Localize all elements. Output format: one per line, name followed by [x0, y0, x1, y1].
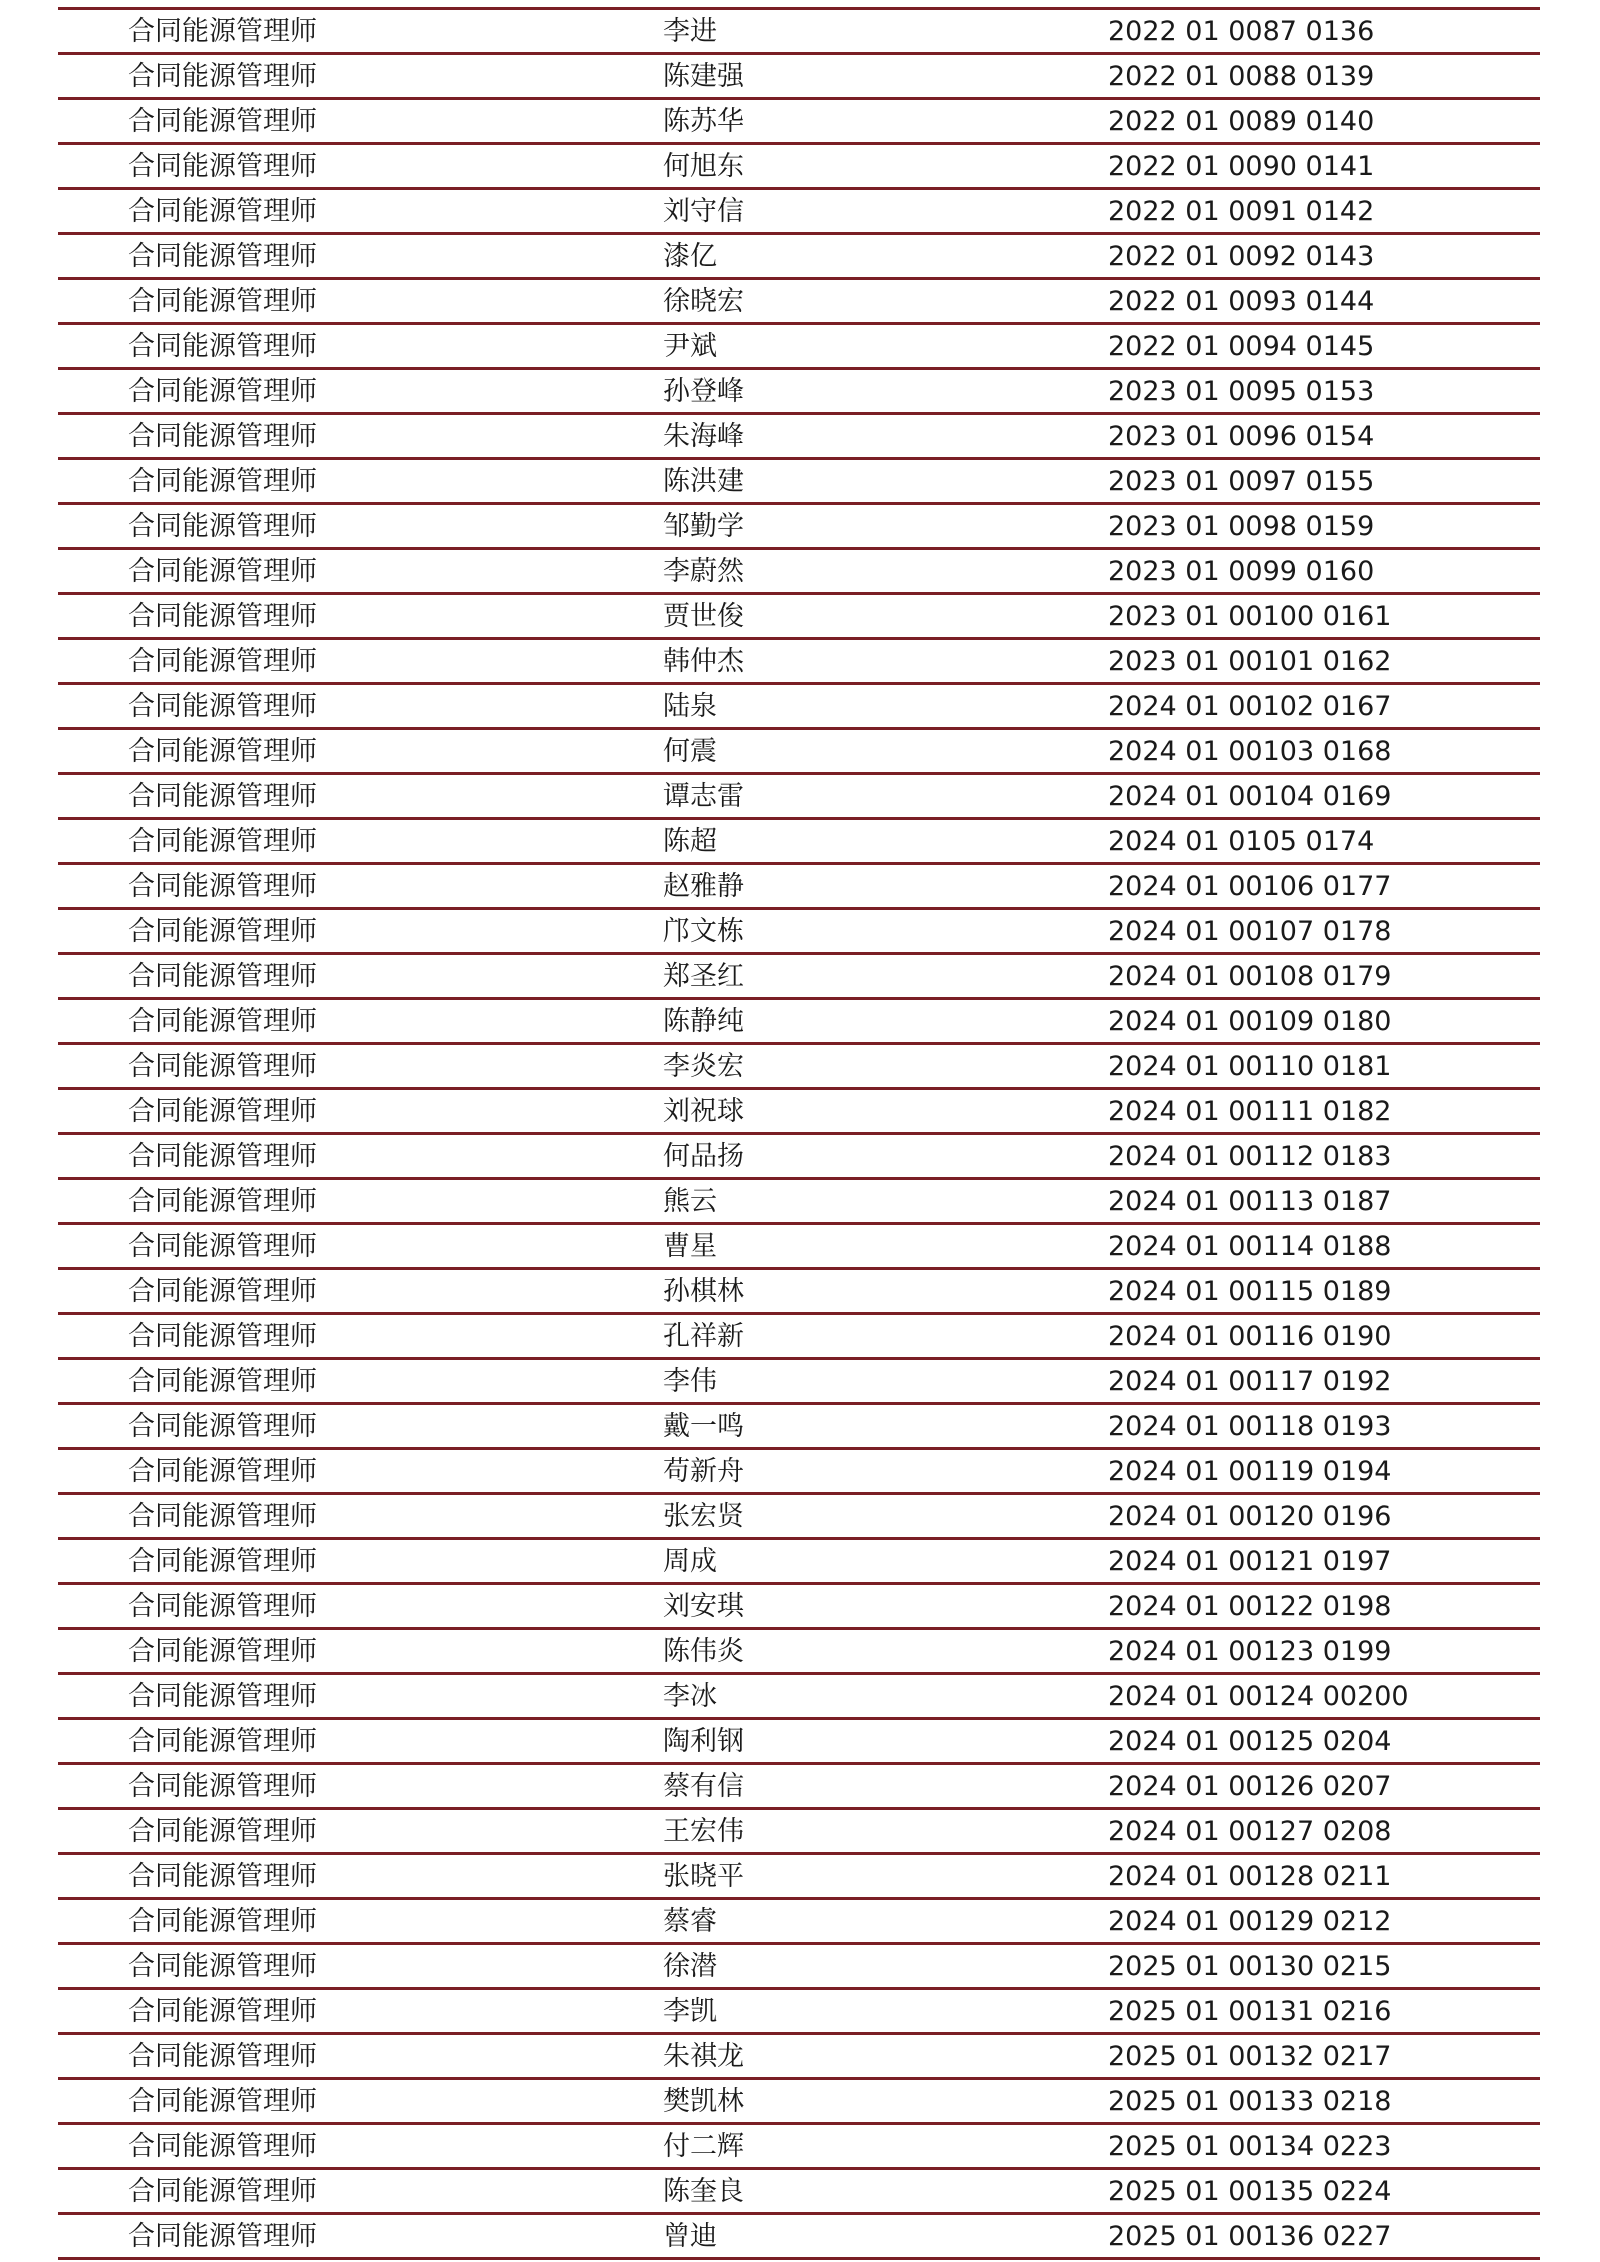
title-cell: 合同能源管理师: [128, 16, 317, 47]
title-cell: 合同能源管理师: [128, 1231, 317, 1262]
name-cell: 何震: [663, 736, 717, 767]
certificate-number-cell: 2024 01 00123 0199: [1108, 1636, 1392, 1667]
table-row: [58, 1900, 1540, 1945]
certificate-number-cell: 2024 01 00125 0204: [1108, 1726, 1392, 1757]
certificate-number-cell: 2022 01 0090 0141: [1108, 151, 1375, 182]
title-cell: 合同能源管理师: [128, 1456, 317, 1487]
table-row: [58, 280, 1540, 325]
table-row: [58, 100, 1540, 145]
table-row: [58, 1990, 1540, 2035]
certificate-number-cell: 2023 01 0099 0160: [1108, 556, 1375, 587]
certificate-number-cell: 2023 01 0096 0154: [1108, 421, 1375, 452]
table-row: [58, 1135, 1540, 1180]
title-cell: 合同能源管理师: [128, 286, 317, 317]
title-cell: 合同能源管理师: [128, 1816, 317, 1847]
name-cell: 李炎宏: [663, 1051, 744, 1082]
title-cell: 合同能源管理师: [128, 1546, 317, 1577]
title-cell: 合同能源管理师: [128, 1276, 317, 1307]
name-cell: 李蔚然: [663, 556, 744, 587]
certificate-number-cell: 2024 01 00104 0169: [1108, 781, 1392, 812]
certificate-number-cell: 2025 01 00133 0218: [1108, 2086, 1392, 2117]
name-cell: 李进: [663, 16, 717, 47]
name-cell: 陶利钢: [663, 1726, 744, 1757]
table-row: [58, 505, 1540, 550]
certificate-number-cell: 2025 01 00134 0223: [1108, 2131, 1392, 2162]
name-cell: 李凯: [663, 1996, 717, 2027]
name-cell: 付二辉: [663, 2131, 744, 2162]
table-row: [58, 640, 1540, 685]
certificate-number-cell: 2023 01 00101 0162: [1108, 646, 1392, 677]
table-row: [58, 1315, 1540, 1360]
certificate-number-cell: 2024 01 00111 0182: [1108, 1096, 1392, 1127]
name-cell: 孔祥新: [663, 1321, 744, 1352]
certificate-number-cell: 2024 01 00113 0187: [1108, 1186, 1392, 1217]
name-cell: 陈奎良: [663, 2176, 744, 2207]
certificate-number-cell: 2024 01 00120 0196: [1108, 1501, 1392, 1532]
name-cell: 王宏伟: [663, 1816, 744, 1847]
title-cell: 合同能源管理师: [128, 2131, 317, 2162]
title-cell: 合同能源管理师: [128, 556, 317, 587]
name-cell: 张晓平: [663, 1861, 744, 1892]
table-row: [58, 2035, 1540, 2080]
name-cell: 戴一鸣: [663, 1411, 744, 1442]
certificate-number-cell: 2024 01 00121 0197: [1108, 1546, 1392, 1577]
table-row: [58, 415, 1540, 460]
name-cell: 曹星: [663, 1231, 717, 1262]
table-row: [58, 2170, 1540, 2215]
name-cell: 陈洪建: [663, 466, 744, 497]
table-row: [58, 1495, 1540, 1540]
certificate-number-cell: 2025 01 00130 0215: [1108, 1951, 1392, 1982]
title-cell: 合同能源管理师: [128, 1636, 317, 1667]
name-cell: 漆亿: [663, 241, 717, 272]
name-cell: 陈静纯: [663, 1006, 744, 1037]
title-cell: 合同能源管理师: [128, 1501, 317, 1532]
title-cell: 合同能源管理师: [128, 331, 317, 362]
table-row: [58, 550, 1540, 595]
name-cell: 蔡睿: [663, 1906, 717, 1937]
certificate-number-cell: 2025 01 00136 0227: [1108, 2221, 1392, 2252]
table-row: [58, 1810, 1540, 1855]
title-cell: 合同能源管理师: [128, 781, 317, 812]
name-cell: 朱海峰: [663, 421, 744, 452]
table-row: [58, 1630, 1540, 1675]
table-row: [58, 1540, 1540, 1585]
table-row: [58, 460, 1540, 505]
name-cell: 邝文栋: [663, 916, 744, 947]
title-cell: 合同能源管理师: [128, 1906, 317, 1937]
table-row: [58, 1045, 1540, 1090]
name-cell: 孙棋林: [663, 1276, 744, 1307]
table-row: [58, 1360, 1540, 1405]
table-row: [58, 1765, 1540, 1810]
name-cell: 朱祺龙: [663, 2041, 744, 2072]
certificate-number-cell: 2025 01 00131 0216: [1108, 1996, 1392, 2027]
certificate-number-cell: 2024 01 0105 0174: [1108, 826, 1375, 857]
title-cell: 合同能源管理师: [128, 511, 317, 542]
name-cell: 李伟: [663, 1366, 717, 1397]
title-cell: 合同能源管理师: [128, 1051, 317, 1082]
name-cell: 徐潜: [663, 1951, 717, 1982]
certificate-number-cell: 2024 01 00106 0177: [1108, 871, 1392, 902]
table-row: [58, 2080, 1540, 2125]
name-cell: 贾世俊: [663, 601, 744, 632]
certificate-number-cell: 2024 01 00109 0180: [1108, 1006, 1392, 1037]
table-row: [58, 1090, 1540, 1135]
table-row: [58, 190, 1540, 235]
table-row: [58, 325, 1540, 370]
certificate-number-cell: 2023 01 0098 0159: [1108, 511, 1375, 542]
title-cell: 合同能源管理师: [128, 421, 317, 452]
table-row: [58, 235, 1540, 280]
certificate-number-cell: 2024 01 00115 0189: [1108, 1276, 1392, 1307]
title-cell: 合同能源管理师: [128, 1591, 317, 1622]
certificate-number-cell: 2024 01 00129 0212: [1108, 1906, 1392, 1937]
name-cell: 尹斌: [663, 331, 717, 362]
title-cell: 合同能源管理师: [128, 1771, 317, 1802]
name-cell: 孙登峰: [663, 376, 744, 407]
certificate-number-cell: 2022 01 0089 0140: [1108, 106, 1375, 137]
name-cell: 李冰: [663, 1681, 717, 1712]
certificate-number-cell: 2024 01 00108 0179: [1108, 961, 1392, 992]
certificate-number-cell: 2024 01 00118 0193: [1108, 1411, 1392, 1442]
name-cell: 何品扬: [663, 1141, 744, 1172]
certificate-number-cell: 2025 01 00132 0217: [1108, 2041, 1392, 2072]
title-cell: 合同能源管理师: [128, 196, 317, 227]
title-cell: 合同能源管理师: [128, 1861, 317, 1892]
certificate-number-cell: 2022 01 0087 0136: [1108, 16, 1375, 47]
title-cell: 合同能源管理师: [128, 1681, 317, 1712]
title-cell: 合同能源管理师: [128, 916, 317, 947]
table-row: [58, 1855, 1540, 1900]
table-row: [58, 910, 1540, 955]
title-cell: 合同能源管理师: [128, 1006, 317, 1037]
certificate-number-cell: 2022 01 0094 0145: [1108, 331, 1375, 362]
title-cell: 合同能源管理师: [128, 871, 317, 902]
table-row: [58, 1675, 1540, 1720]
table-row: [58, 55, 1540, 100]
table-row: [58, 820, 1540, 865]
title-cell: 合同能源管理师: [128, 1411, 317, 1442]
certificate-number-cell: 2024 01 00124 00200: [1108, 1681, 1409, 1712]
name-cell: 邹勤学: [663, 511, 744, 542]
name-cell: 刘守信: [663, 196, 744, 227]
name-cell: 赵雅静: [663, 871, 744, 902]
name-cell: 刘安琪: [663, 1591, 744, 1622]
title-cell: 合同能源管理师: [128, 376, 317, 407]
certificate-number-cell: 2024 01 00128 0211: [1108, 1861, 1392, 1892]
title-cell: 合同能源管理师: [128, 2041, 317, 2072]
name-cell: 陆泉: [663, 691, 717, 722]
name-cell: 韩仲杰: [663, 646, 744, 677]
table-row: [58, 685, 1540, 730]
name-cell: 郑圣红: [663, 961, 744, 992]
title-cell: 合同能源管理师: [128, 1726, 317, 1757]
name-cell: 熊云: [663, 1186, 717, 1217]
table-row: [58, 370, 1540, 415]
table-row: [58, 1225, 1540, 1270]
name-cell: 樊凯林: [663, 2086, 744, 2117]
certificate-number-cell: 2022 01 0088 0139: [1108, 61, 1375, 92]
title-cell: 合同能源管理师: [128, 1186, 317, 1217]
title-cell: 合同能源管理师: [128, 241, 317, 272]
table-row: [58, 2215, 1540, 2260]
name-cell: 陈苏华: [663, 106, 744, 137]
table-row: [58, 1450, 1540, 1495]
certificate-number-cell: 2023 01 0097 0155: [1108, 466, 1375, 497]
table-row: [58, 595, 1540, 640]
title-cell: 合同能源管理师: [128, 2176, 317, 2207]
title-cell: 合同能源管理师: [128, 1996, 317, 2027]
table-row: [58, 1945, 1540, 1990]
title-cell: 合同能源管理师: [128, 1951, 317, 1982]
certificate-number-cell: 2022 01 0091 0142: [1108, 196, 1375, 227]
certificate-table: [58, 7, 1540, 2260]
certificate-number-cell: 2024 01 00126 0207: [1108, 1771, 1392, 1802]
title-cell: 合同能源管理师: [128, 1096, 317, 1127]
title-cell: 合同能源管理师: [128, 2221, 317, 2252]
name-cell: 蔡有信: [663, 1771, 744, 1802]
certificate-number-cell: 2024 01 00116 0190: [1108, 1321, 1392, 1352]
title-cell: 合同能源管理师: [128, 2086, 317, 2117]
certificate-number-cell: 2024 01 00127 0208: [1108, 1816, 1392, 1847]
table-row: [58, 1720, 1540, 1765]
certificate-number-cell: 2023 01 0095 0153: [1108, 376, 1375, 407]
name-cell: 何旭东: [663, 151, 744, 182]
certificate-number-cell: 2024 01 00102 0167: [1108, 691, 1392, 722]
title-cell: 合同能源管理师: [128, 466, 317, 497]
name-cell: 曾迪: [663, 2221, 717, 2252]
certificate-number-cell: 2025 01 00135 0224: [1108, 2176, 1392, 2207]
table-row: [58, 730, 1540, 775]
table-row: [58, 145, 1540, 190]
certificate-number-cell: 2024 01 00114 0188: [1108, 1231, 1392, 1262]
certificate-number-cell: 2022 01 0093 0144: [1108, 286, 1375, 317]
title-cell: 合同能源管理师: [128, 1141, 317, 1172]
name-cell: 陈超: [663, 826, 717, 857]
table-row: [58, 1585, 1540, 1630]
table-row: [58, 10, 1540, 55]
certificate-number-cell: 2023 01 00100 0161: [1108, 601, 1392, 632]
title-cell: 合同能源管理师: [128, 736, 317, 767]
certificate-number-cell: 2024 01 00112 0183: [1108, 1141, 1392, 1172]
certificate-number-cell: 2024 01 00103 0168: [1108, 736, 1392, 767]
name-cell: 陈建强: [663, 61, 744, 92]
certificate-number-cell: 2024 01 00119 0194: [1108, 1456, 1392, 1487]
title-cell: 合同能源管理师: [128, 691, 317, 722]
table-row: [58, 1000, 1540, 1045]
title-cell: 合同能源管理师: [128, 601, 317, 632]
certificate-number-cell: 2024 01 00117 0192: [1108, 1366, 1392, 1397]
title-cell: 合同能源管理师: [128, 961, 317, 992]
title-cell: 合同能源管理师: [128, 151, 317, 182]
table-row: [58, 955, 1540, 1000]
title-cell: 合同能源管理师: [128, 106, 317, 137]
title-cell: 合同能源管理师: [128, 646, 317, 677]
certificate-number-cell: 2024 01 00107 0178: [1108, 916, 1392, 947]
name-cell: 谭志雷: [663, 781, 744, 812]
title-cell: 合同能源管理师: [128, 826, 317, 857]
name-cell: 陈伟炎: [663, 1636, 744, 1667]
table-row: [58, 1405, 1540, 1450]
title-cell: 合同能源管理师: [128, 1366, 317, 1397]
table-row: [58, 1180, 1540, 1225]
table-row: [58, 1270, 1540, 1315]
certificate-number-cell: 2024 01 00122 0198: [1108, 1591, 1392, 1622]
table-row: [58, 775, 1540, 820]
name-cell: 周成: [663, 1546, 717, 1577]
table-row: [58, 2125, 1540, 2170]
table-row: [58, 865, 1540, 910]
title-cell: 合同能源管理师: [128, 61, 317, 92]
name-cell: 苟新舟: [663, 1456, 744, 1487]
certificate-number-cell: 2022 01 0092 0143: [1108, 241, 1375, 272]
title-cell: 合同能源管理师: [128, 1321, 317, 1352]
certificate-number-cell: 2024 01 00110 0181: [1108, 1051, 1392, 1082]
name-cell: 徐晓宏: [663, 286, 744, 317]
name-cell: 张宏贤: [663, 1501, 744, 1532]
name-cell: 刘祝球: [663, 1096, 744, 1127]
